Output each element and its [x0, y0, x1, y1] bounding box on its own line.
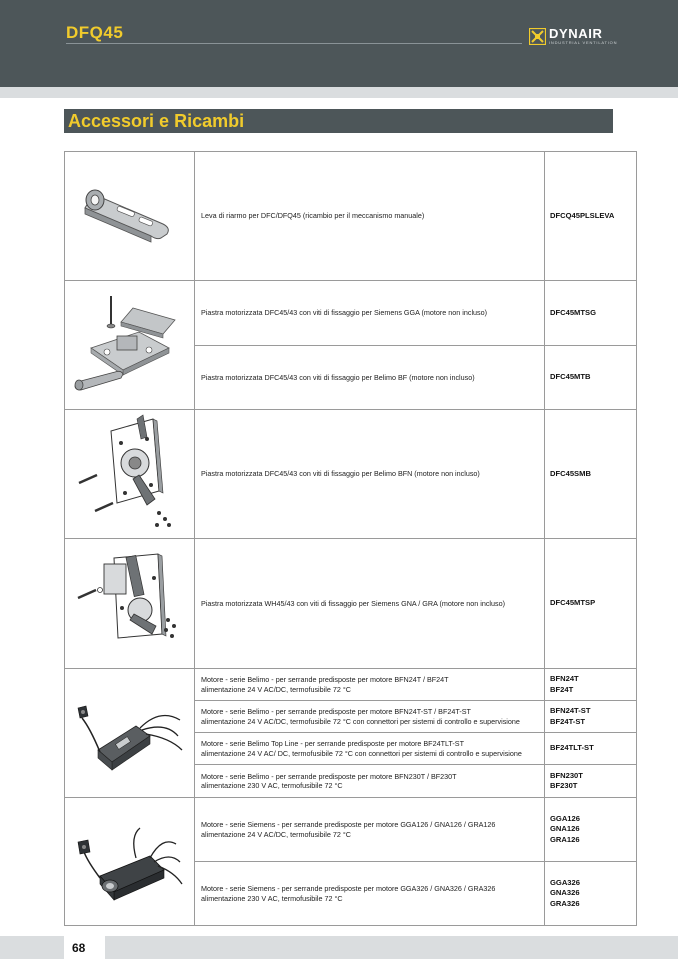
motorized-plate-image — [71, 286, 189, 404]
header-divider — [66, 43, 522, 44]
header-band — [0, 87, 678, 98]
product-code: BF24T — [550, 684, 574, 694]
product-code: GGA126 — [550, 814, 580, 824]
page-header — [0, 0, 678, 87]
code-cell — [545, 862, 637, 926]
code-cell — [545, 346, 637, 410]
plate-bfn-image — [75, 413, 185, 535]
product-code: DFC45SMB — [550, 468, 591, 478]
page-number-box — [64, 936, 105, 959]
table-row — [65, 281, 637, 346]
product-code: BF24T-ST — [550, 716, 586, 726]
description-cell — [195, 798, 545, 862]
description-line: Motore - serie Belimo Top Line - per serrande predisposte per motore BF24TLT-ST — [201, 739, 464, 749]
product-code: GRA126 — [550, 834, 580, 844]
table-row — [65, 410, 637, 539]
description-line: alimentazione 24 V AC/DC, termofusibile 72 °C — [201, 829, 351, 839]
description-cell — [195, 862, 545, 926]
code-cell — [545, 539, 637, 669]
product-image-cell — [65, 669, 195, 798]
section-title: Accessori e Ricambi — [68, 111, 245, 131]
description-cell — [195, 701, 545, 733]
table-row — [65, 798, 637, 862]
code-cell — [545, 410, 637, 539]
code-cell — [545, 798, 637, 862]
code-cell — [545, 281, 637, 346]
table-row — [65, 669, 637, 701]
product-title: DFQ45 — [66, 23, 124, 42]
belimo-motor-image — [70, 678, 190, 788]
description-line: Piastra motorizzata WH45/43 con viti di fissaggio per Siemens GNA / GRA (motore non incluso) — [201, 598, 505, 608]
code-cell — [545, 701, 637, 733]
section-header — [64, 109, 613, 133]
accessories-table — [64, 151, 637, 926]
product-code: DFCQ45PLSLEVA — [550, 210, 615, 220]
description-cell — [195, 539, 545, 669]
code-cell — [545, 669, 637, 701]
product-code: DFC45MTSG — [550, 307, 596, 317]
description-line: Motore - serie Belimo - per serrande predisposte per motore BFN24T-ST / BF24T-ST — [201, 707, 471, 717]
product-code: BFN24T — [550, 674, 579, 684]
logo-wordmark: DYNAIR — [549, 26, 603, 41]
description-line: alimentazione 230 V AC, termofusibile 72 °C — [201, 781, 343, 790]
description-cell — [195, 410, 545, 539]
code-cell — [545, 765, 637, 798]
description-cell — [195, 152, 545, 281]
product-code: GRA326 — [550, 898, 580, 908]
logo-tagline: INDUSTRIAL VENTILATION — [549, 40, 618, 45]
description-line: alimentazione 24 V AC/DC, termofusibile 72 °C — [201, 684, 351, 694]
siemens-motor-image — [70, 806, 190, 918]
table-row — [65, 539, 637, 669]
description-line: alimentazione 24 V AC/ DC, termofusibile 72 °C con connettori per sistemi di controllo e supervisione — [201, 748, 522, 758]
plate-wh45-image — [74, 548, 186, 660]
description-line: Motore - serie Siemens - per serrande predisposte per motore GGA126 / GNA126 / GRA126 — [201, 820, 496, 830]
description-line: alimentazione 24 V AC/DC, termofusibile 72 °C con connettori per sistemi di controllo e supervisione — [201, 716, 520, 726]
description-line: Piastra motorizzata DFC45/43 con viti di fissaggio per Siemens GGA (motore non incluso) — [201, 308, 488, 318]
dynair-logo-icon — [529, 28, 546, 45]
product-code: BFN24T-ST — [550, 706, 591, 716]
description-line: Piastra motorizzata DFC45/43 con viti di fissaggio per Belimo BFN (motore non incluso) — [201, 469, 480, 479]
description-line: Leva di riarmo per DFC/DFQ45 (ricambio per il meccanismo manuale) — [201, 211, 425, 221]
description-line: Piastra motorizzata DFC45/43 con viti di fissaggio per Belimo BF (motore non incluso) — [201, 372, 475, 382]
product-image-cell — [65, 281, 195, 410]
description-line: Motore - serie Belimo - per serrande predisposte per motore BFN24T / BF24T — [201, 675, 449, 685]
description-cell — [195, 281, 545, 346]
description-line: alimentazione 230 V AC, termofusibile 72 °C — [201, 893, 343, 903]
product-code: DFC45MTSP — [550, 598, 596, 608]
product-image-cell — [65, 539, 195, 669]
product-code: GNA126 — [550, 824, 580, 834]
page-number: 68 — [72, 941, 86, 955]
product-code: GGA326 — [550, 878, 580, 888]
product-code: BF24TLT-ST — [550, 743, 594, 753]
description-cell — [195, 733, 545, 765]
product-image-cell — [65, 798, 195, 926]
code-cell — [545, 733, 637, 765]
product-code: BFN230T — [550, 770, 583, 780]
description-cell — [195, 765, 545, 798]
product-code: BF230T — [550, 781, 578, 790]
reset-lever-image — [75, 176, 185, 256]
product-code: GNA326 — [550, 888, 580, 898]
code-cell — [545, 152, 637, 281]
description-line: Motore - serie Siemens - per serrande predisposte per motore GGA326 / GNA326 / GRA326 — [201, 884, 496, 894]
description-cell — [195, 669, 545, 701]
product-image-cell — [65, 410, 195, 539]
dynair-logo — [529, 27, 617, 45]
product-code: DFC45MTB — [550, 372, 591, 382]
product-image-cell — [65, 152, 195, 281]
table-row — [65, 152, 637, 281]
description-cell — [195, 346, 545, 410]
description-line: Motore - serie Belimo - per serrande predisposte per motore BFN230T / BF230T — [201, 771, 457, 781]
